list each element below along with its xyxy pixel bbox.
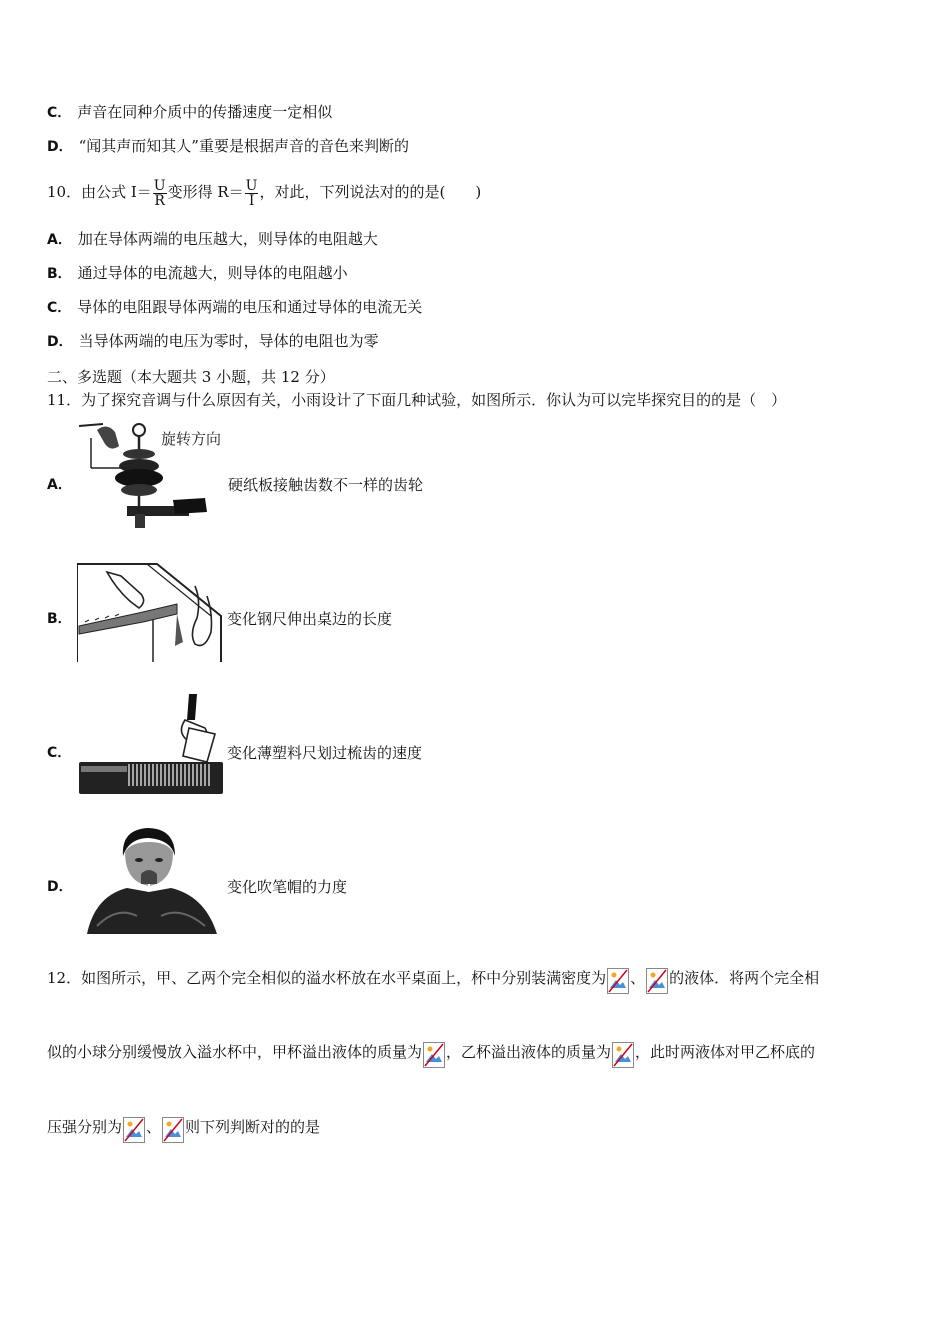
q11-option-a	[47, 418, 907, 528]
option-text: “闻其声而知其人”重要是根据声音的音色来判断的	[78, 137, 409, 155]
option-label: D．	[47, 879, 73, 895]
option-label: A．	[47, 477, 72, 493]
question-number: 10．	[47, 183, 82, 201]
q12-text: 、	[630, 969, 646, 987]
option-label: C．	[47, 105, 72, 121]
q10-mid: 变形得 R＝	[167, 183, 244, 201]
q10-stem	[47, 176, 481, 208]
broken-image-icon	[423, 1042, 445, 1068]
broken-image-icon	[646, 968, 668, 994]
q9-option-c	[47, 102, 332, 123]
q10-option-d	[47, 331, 379, 352]
q10-option-a	[47, 229, 378, 250]
option-label: D．	[47, 139, 73, 155]
broken-image-icon	[123, 1117, 145, 1143]
q12-line-2	[47, 1036, 815, 1068]
q12-text: 则下列判断对的的是	[185, 1118, 321, 1136]
option-text: 硬纸板接触齿数不一样的齿轮	[228, 476, 424, 494]
q12-text: 压强分别为	[47, 1118, 123, 1136]
broken-image-icon	[612, 1042, 634, 1068]
section-heading: 二、多选题（本大题共 3 小题，共 12 分）	[47, 368, 335, 386]
q10-option-b	[47, 263, 348, 284]
option-text: 加在导体两端的电压越大，则导体的电阻越大	[77, 230, 378, 248]
q12-text: 的液体．将两个完全相	[669, 969, 820, 987]
q12-line-3	[47, 1111, 320, 1143]
option-text: 当导体两端的电压为零时，导体的电阻也为零	[78, 332, 379, 350]
q12-text: 12．如图所示，甲、乙两个完全相似的溢水杯放在水平桌面上，杯中分别装满密度为	[47, 969, 607, 987]
gear-experiment-figure	[77, 418, 237, 530]
boy-blowing-pen-cap-figure	[77, 826, 223, 936]
option-text: 变化吹笔帽的力度	[227, 878, 348, 896]
q11-stem: 11．为了探究音调与什么原因有关，小雨设计了下面几种试验，如图所示．你认为可以完毕探究目的的是（ ）	[47, 391, 787, 409]
q11-option-b	[47, 562, 907, 672]
option-label: D．	[47, 334, 73, 350]
q12-text: ，乙杯溢出液体的质量为	[446, 1043, 612, 1061]
q9-option-d	[47, 136, 409, 157]
q11-option-c	[47, 692, 907, 802]
option-label: A．	[47, 232, 72, 248]
option-text: 声音在同种介质中的传播速度一定相似	[77, 103, 333, 121]
fraction-u-over-i: $\frac{U}{I}$	[245, 177, 258, 209]
rotation-direction-caption: 旋转方向	[161, 430, 222, 448]
option-label: B．	[47, 611, 72, 627]
broken-image-icon	[607, 968, 629, 994]
q10-option-c	[47, 297, 422, 318]
broken-image-icon	[162, 1117, 184, 1143]
option-text: 通过导体的电流越大，则导体的电阻越小	[77, 264, 348, 282]
q10-pre: 由公式 I＝	[81, 183, 152, 201]
comb-figure	[77, 692, 227, 798]
option-text: 导体的电阻跟导体两端的电压和通过导体的电流无关	[77, 298, 423, 316]
fraction-u-over-r: $\frac{U}{R}$	[153, 177, 166, 209]
steel-ruler-figure	[77, 562, 227, 666]
option-text: 变化钢尺伸出桌边的长度	[227, 610, 393, 628]
q12-text: 似的小球分别缓慢放入溢水杯中，甲杯溢出液体的质量为	[47, 1043, 423, 1061]
option-label: B．	[47, 266, 72, 282]
q10-post: ，对此，下列说法对的的是( )	[259, 183, 482, 201]
option-label: C．	[47, 300, 72, 316]
option-text: 变化薄塑料尺划过梳齿的速度	[227, 744, 423, 762]
q12-text: 、	[146, 1118, 162, 1136]
q12-text: ，此时两液体对甲乙杯底的	[635, 1043, 816, 1061]
option-label: C．	[47, 745, 72, 761]
q12-line-1	[47, 962, 819, 994]
q11-option-d	[47, 826, 907, 936]
